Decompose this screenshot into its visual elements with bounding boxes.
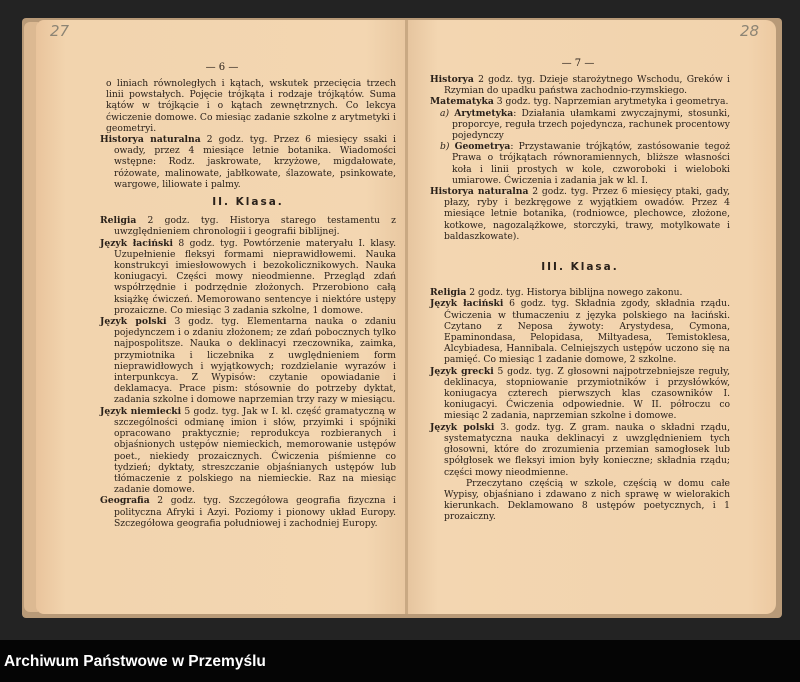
entry-text: 2 godz. tyg. Dzieje starożytnego Wschodu, Greków i Rzymian do upadku państwa zachodnio-rzymskiego.: [444, 74, 730, 97]
entry-text: 8 godz. tyg. Powtórzenie materyału I. klasy. Uzupełnienie fleksyi formami nieprawidłowemi. Nauka konstrukcyi imiesłowowych i bezokolicznikowych. Nauka koniugacyi. Części mowy nieodmienne. Przegląd zdań współrzędnie i podrzędnie złożonych. Przerobiono całą książkę ćwiczeń. Memorowano sentencye i niektóre ustępy prozaiczne. Co miesiąc 3 zadania szkolne, 1 domowe.: [114, 237, 396, 316]
subitem-title: Arytmetyka: [454, 107, 514, 119]
entry-jezyk-lacinski: [430, 298, 730, 365]
entry-matematyka: [430, 96, 730, 107]
entry-text: 2 godz. tyg. Szczegółowa geografia fizyczna i polityczna Afryki i Azyi. Poziomy i pionowy układ Europy. Szczegółowa geografia południowej i zachodniej Europy.: [114, 495, 396, 529]
entry-historya-naturalna: [430, 186, 730, 242]
right-page: [408, 20, 776, 614]
entry-jezyk-polski: [100, 316, 396, 406]
entry-text: 3 godz. tyg. Naprzemian arytmetyka i geometrya.: [493, 96, 729, 108]
archive-name: Archiwum Państwowe w Przemyślu: [4, 653, 266, 670]
subject-label: Język grecki: [430, 365, 494, 377]
entry-text: 2 godz. tyg. Historya biblijna nowego zakonu.: [466, 287, 683, 299]
entry-text: 2 godz. tyg. Historya starego testamentu z uwzględnieniem chronologii i geografii biblijnej.: [114, 215, 396, 238]
entry-historya: [430, 74, 730, 96]
section-heading-klasa-3: III. Klasa.: [541, 261, 619, 274]
subject-label: Język polski: [430, 421, 495, 433]
subitem-marker: a): [440, 107, 450, 119]
left-page: [36, 20, 408, 614]
entry-text: 2 godz. tyg. Przez 6 miesięcy ssaki i owady, przez 4 miesiące letnie botanika. Wiadomości wstępne: Rodz. jaskrowate, krzyżowe, migdałowate, różowate, malinowate, jabłkowate, ślazowate, psinkowate, wargowe, liliowate i palmy.: [114, 134, 396, 190]
subject-label: Historya: [430, 74, 474, 85]
subitem-arytmetyka: [430, 108, 730, 142]
page-number-right: — 7 —: [561, 58, 595, 69]
subject-label: Język polski: [100, 316, 167, 328]
entry-text: 3 godz. tyg. Elementarna nauka o zdaniu pojedynczem i o zdaniu złożonem; ze zdań pobocznych tylko najpospolitsze. Nauka o deklinacyi rzeczownika, zaimka, przymiotnika i liczebnika z uwględnieniem form nieprawidłowych i wyjątkowych; rozdzielanie wyrazów i interpunkcya. Z Wypisów: czytanie opowiadanie i deklamacya. Prace pism: stósownie do potrzeby dyktat, zadania szkolne i domowe naprzemian trzy razy w miesiącu.: [114, 316, 396, 406]
subject-label: Matematyka: [430, 96, 494, 108]
subitem-title: Geometrya: [454, 141, 511, 153]
subject-label: Religia: [430, 287, 467, 299]
subitem-marker: b): [440, 141, 450, 153]
entry-text: 5 godz. tyg. Z głosowni najpotrzebniejsze reguły, deklinacya, stopniowanie przymiotników i przysłówków, koniugacya czterech pierwszych klas czasowników I. koniugacyi. Ćwiczenia odpowiednie. W II. półroczu co miesiąc 2 zadania, naprzemian szkolne i domowe.: [444, 365, 731, 422]
entry-text: 2 godz. tyg. Przez 6 miesięcy ptaki, gady, płazy, ryby i bezkręgowe z wyjątkiem owadów. Przez 4 miesiące letnie botanika, (rodniowce, plechowce, złożone, kotkowe, nagozalążkowe, storczyki, trawy, motylkowate i baldaszkowate).: [444, 186, 730, 242]
pencil-folio-number-left: 27: [50, 22, 70, 40]
archive-footer: [0, 640, 800, 682]
pencil-folio-number-right: 28: [740, 22, 760, 40]
entry-jezyk-niemiecki: [100, 406, 396, 496]
entry-jezyk-polski: [430, 422, 730, 478]
subject-label: Religia: [100, 215, 137, 227]
entry-historya-naturalna: [100, 134, 396, 190]
intro-paragraph: o liniach równoległych i kątach, wskutek przecięcia trzech linii powstałych. Pojęcie trójkąta i rodzaje trójkątów. Suma kątów w trójkącie i o kątach zewnętrznych. Co lekcya ćwiczenie domowe. Co miesiąc zadanie szkolne z arytmetyki i geometryi.: [106, 78, 396, 134]
subject-label: Język łaciński: [430, 298, 504, 310]
subject-label: Geografia: [100, 495, 150, 507]
subject-label: Historya naturalna: [100, 134, 201, 146]
entry-jezyk-lacinski: [100, 238, 396, 316]
entry-text: 5 godz. tyg. Jak w I. kl. część gramatyczną w szczególności odmianę imion i słów, przyimki i spójniki opracowano praktycznie; reprodukcya rozbieranych i objaśnionych ustępów niemieckich, memorowanie ustępów poet., niekiedy prozaicznych. Ćwiczenia piśmienne co tydzień; dyktaty, streszczanie objaśnianych ustępów lub tłómaczenie z polskiego na niemieckie. Raz na miesiąc zadanie domowe.: [114, 405, 396, 496]
right-page-text: [430, 74, 730, 523]
page-number-left: — 6 —: [205, 62, 239, 73]
subject-label: Język niemiecki: [100, 405, 182, 417]
entry-religia: [430, 287, 730, 298]
subitem-text: : Przystawanie trójkątów, zastósowanie tegoż Prawa o trójkątach równoramiennych, bliższe własności koła i linii prostych w kole, czworoboki i wieloboki umiarowe. Ćwiczenia i zadania jak w kl. I.: [452, 141, 730, 186]
subitem-geometrya: [430, 141, 730, 186]
subject-label: Język łaciński: [100, 237, 174, 249]
entry-text: 6 godz. tyg. Składnia zgody, składnia rządu. Ćwiczenia w tłumaczeniu z języka polskiego na łaciński. Czytano z Neposa żywoty: Arystydesa, Cymona, Epaminondasa, Pelopidasa, Miltyadesa, Temistoklesa, Alcybiadesa, Hannibala. Celniejszych ustępów uczono się na pamięć. Co miesiąc 1 zadanie domowe, 2 szkolne.: [444, 298, 731, 366]
closing-paragraph: Przeczytano częścią w szkole, częścią w domu całe Wypisy, objaśniano i zdawano z nich sprawę w wielorakich kierunkach. Deklamowano 8 ustępów poetycznych, i 1 prozaiczny.: [444, 477, 730, 523]
section-heading-klasa-2: II. Klasa.: [212, 196, 284, 209]
subject-label: Historya naturalna: [430, 186, 529, 198]
entry-religia: [100, 215, 396, 237]
subitem-text: : Działania ułamkami zwyczajnymi, stosunki, proporcye, reguła trzech pojedyncza, rachunek procentowy pojedynczy: [452, 107, 730, 142]
left-page-text: [100, 78, 396, 529]
entry-text: 3. godz. tyg. Z gram. nauka o składni rządu, systematyczna nauka deklinacyi z uwzględnieniem tych głosowni, które do zrozumienia przemian samogłosek lub spółgłosek we fleksyi imion były konieczne; składnia rządu; części mowy nieodmienne.: [444, 421, 730, 478]
entry-jezyk-grecki: [430, 366, 730, 422]
entry-geografia: [100, 495, 396, 529]
